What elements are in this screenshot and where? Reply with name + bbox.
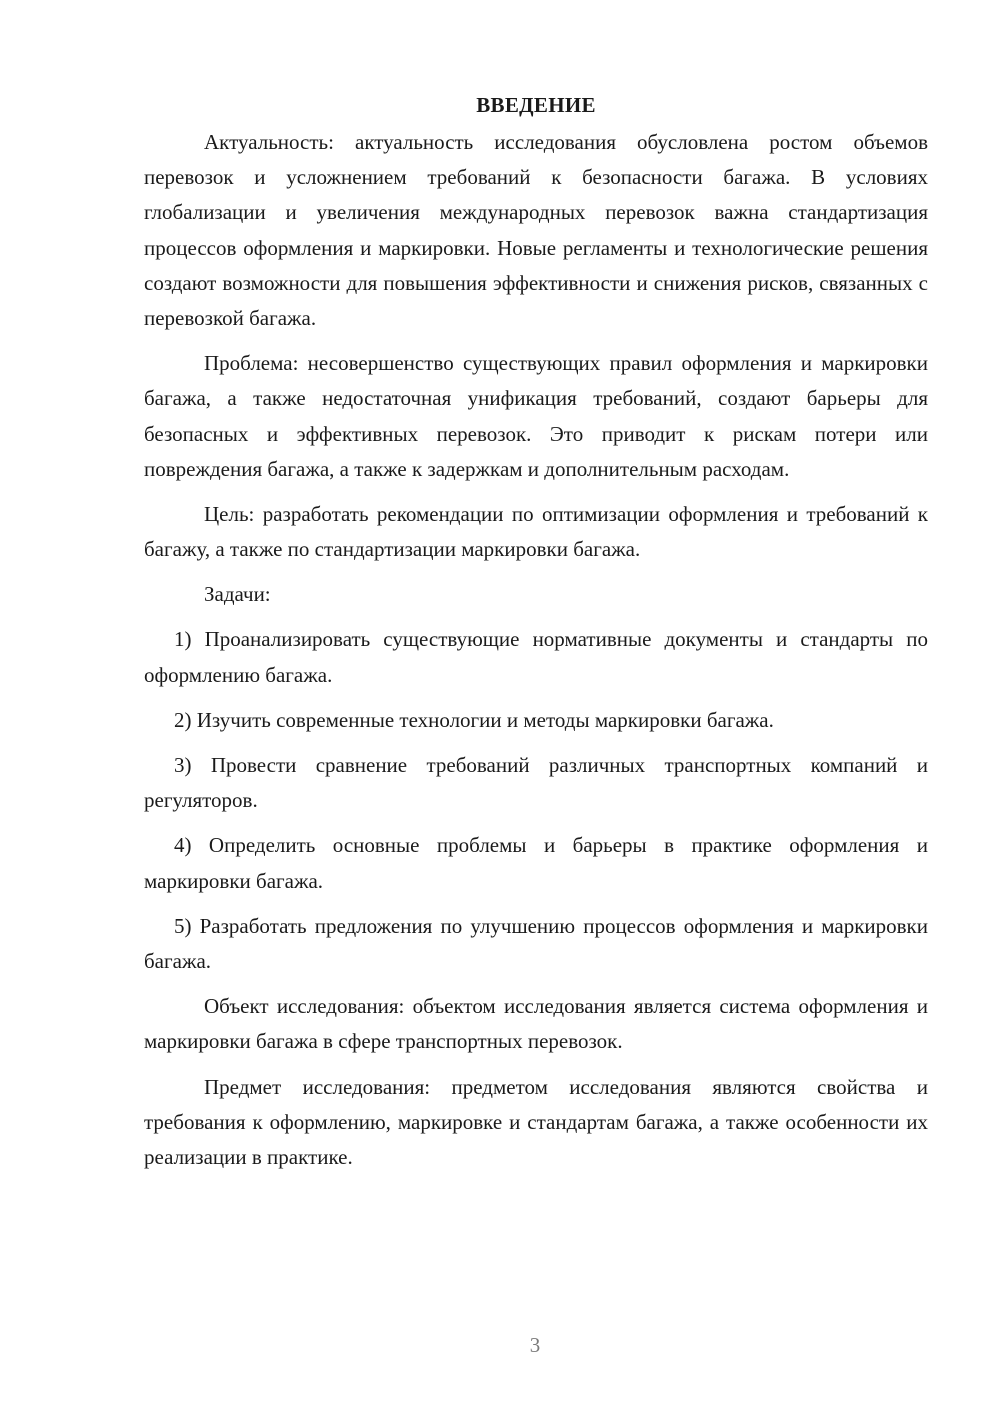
document-page [144, 88, 928, 1185]
section-heading: ВВЕДЕНИЕ [476, 93, 596, 117]
task-item-5: 5) Разработать предложения по улучшению процессов оформления и маркировки багажа. [144, 913, 928, 974]
task-item-3: 3) Провести сравнение требований различных транспортных компаний и регуляторов. [144, 753, 928, 813]
paragraph-subject: Предмет исследования: предметом исследования являются свойства и требования к оформлению, маркировке и стандартам багажа, а также особенности их реализации в практике. [144, 1074, 928, 1170]
paragraph-relevance: Актуальность: актуальность исследования обусловлена ростом объемов перевозок и усложнением требований к безопасности багажа. В условиях глобализации и увеличения международных перевозок важна стандартизация процессов оформления и маркировки. Новые регламенты и технологические решения создают возможности для повышения эффективности и снижения рисков, связанных с перевозкой багажа. [144, 130, 928, 331]
paragraph-object: Объект исследования: объектом исследования является система оформления и маркировки багажа в сфере транспортных перевозок. [144, 994, 928, 1054]
page-number: 3 [529, 1333, 541, 1357]
task-item-4: 4) Определить основные проблемы и барьеры в практике оформления и маркировки багажа. [144, 833, 928, 893]
tasks-label: Задачи: [204, 582, 271, 607]
paragraph-goal: Цель: разработать рекомендации по оптимизации оформления и требований к багажу, а также по стандартизации маркировки багажа. [144, 502, 928, 562]
task-item-2: 2) Изучить современные технологии и методы маркировки багажа. [174, 707, 774, 732]
paragraph-problem: Проблема: несовершенство существующих правил оформления и маркировки багажа, а также недостаточная унификация требований, создают барьеры для безопасных и эффективных перевозок. Это приводит к рискам потери или повреждения багажа, а также к задержкам и дополнительным расходам. [144, 351, 928, 481]
task-item-1: 1) Проанализировать существующие нормативные документы и стандарты по оформлению багажа. [144, 627, 928, 687]
